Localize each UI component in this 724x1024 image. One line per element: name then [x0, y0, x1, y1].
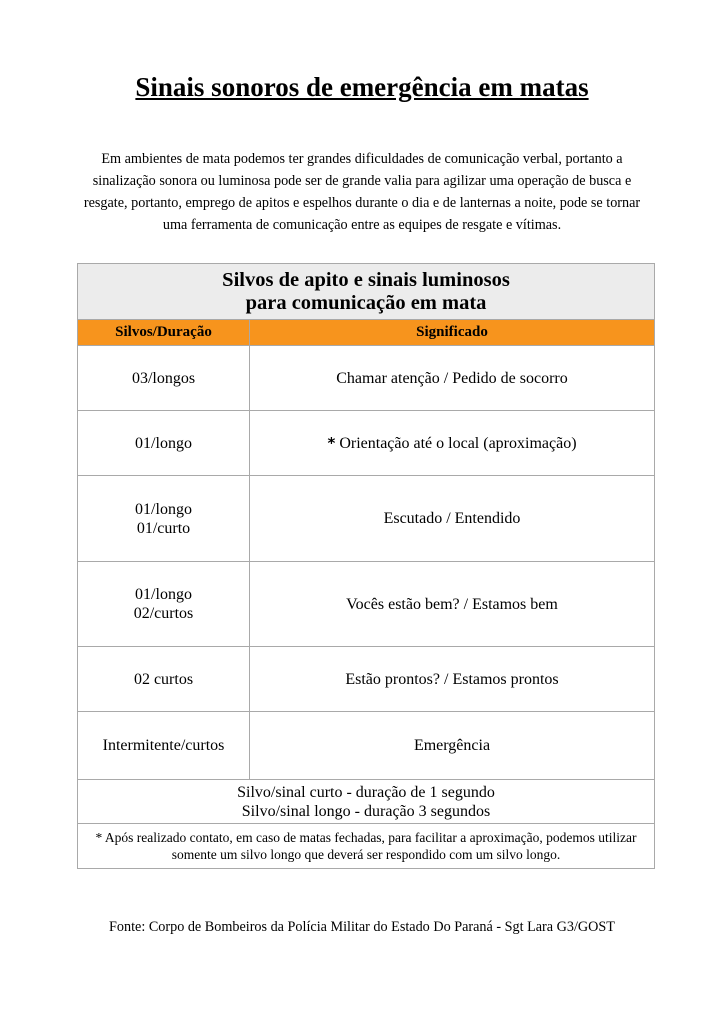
meaning-cell: Emergência: [250, 712, 655, 780]
meaning-cell: Vocês estão bem? / Estamos bem: [250, 562, 655, 647]
legend-short: Silvo/sinal curto - duração de 1 segundo: [237, 783, 495, 801]
table-caption-line-1: Silvos de apito e sinais luminosos: [222, 268, 510, 291]
meaning-text: Orientação até o local (aproximação): [335, 434, 577, 452]
page-title: Sinais sonoros de emergência em matas: [135, 72, 589, 102]
table-caption-line-2: para comunicação em mata: [245, 291, 487, 314]
duration-cell: [78, 712, 250, 780]
duration-cell: [78, 476, 250, 562]
column-header-duration: Silvos/Duração: [78, 320, 250, 346]
footnote: * Após realizado contato, em caso de matas fechadas, para facilitar a aproximação, podemos utilizar somente um silvo longo que deverá ser respondido com um silvo longo.: [78, 824, 655, 869]
asterisk-mark: *: [327, 433, 336, 452]
table-row: [78, 346, 655, 411]
legend-long: Silvo/sinal longo - duração 3 segundos: [241, 802, 491, 820]
duration-text: 02/curtos: [133, 605, 194, 622]
duration-text: 01/longo: [135, 434, 192, 452]
table-row: [78, 647, 655, 712]
table-row: [78, 562, 655, 647]
table-row: [78, 712, 655, 780]
table-caption: [78, 264, 655, 320]
duration-cell: [78, 647, 250, 712]
meaning-cell: Chamar atenção / Pedido de socorro: [250, 346, 655, 411]
source-citation: Fonte: Corpo de Bombeiros da Polícia Militar do Estado Do Paraná - Sgt Lara G3/GOST: [109, 919, 615, 935]
table-row: [78, 476, 655, 562]
duration-text: Intermitente/curtos: [102, 737, 225, 754]
meaning-cell: [250, 411, 655, 476]
duration-text: 01/curto: [136, 519, 191, 537]
duration-text: 03/longos: [131, 369, 196, 387]
duration-legend: [78, 780, 655, 824]
duration-cell: [78, 411, 250, 476]
table-row: [78, 411, 655, 476]
duration-text: 01/longo: [135, 500, 192, 518]
duration-cell: [78, 346, 250, 411]
duration-text: 02 curtos: [133, 670, 194, 688]
duration-cell: [78, 562, 250, 647]
meaning-cell: Escutado / Entendido: [250, 476, 655, 562]
duration-text: 01/longo: [135, 586, 192, 603]
signals-table: [77, 263, 655, 869]
intro-paragraph: Em ambientes de mata podemos ter grandes dificuldades de comunicação verbal, portanto a sinalização sonora ou luminosa pode ser de grande valia para agilizar uma operação de busca e resgate, portanto, emprego de apitos e espelhos durante o dia e de lanternas a noite, pode se tornar uma ferramenta de comunicação entre as equipes de resgate e vítimas.: [83, 151, 641, 233]
meaning-cell: Estão prontos? / Estamos prontos: [250, 647, 655, 712]
column-header-meaning: Significado: [250, 320, 655, 346]
